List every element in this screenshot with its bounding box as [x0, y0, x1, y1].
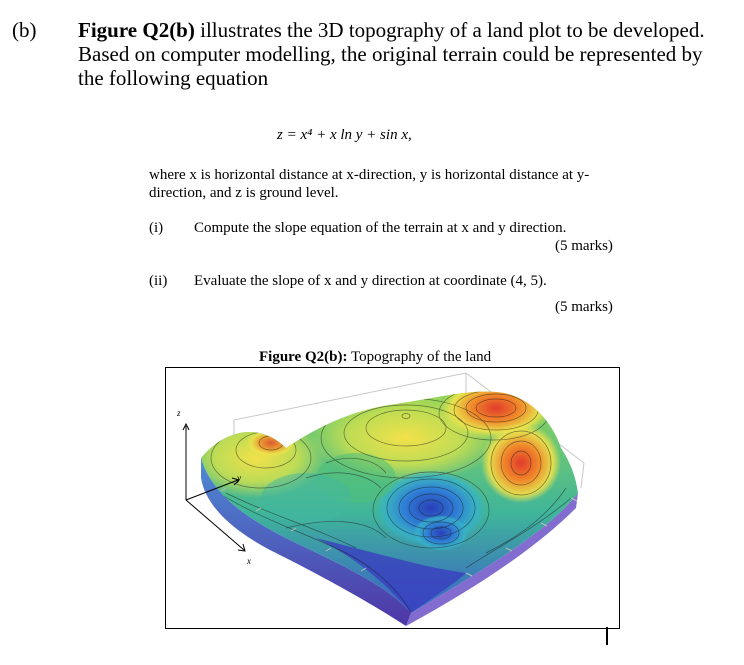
- axis-label-y: y: [237, 473, 241, 483]
- question-label: (b): [12, 18, 37, 42]
- variable-definitions: [149, 166, 619, 202]
- intro-line-1-rest: illustrates the 3D topography of a land plot to be developed.: [194, 18, 705, 42]
- intro-line-1: [78, 18, 718, 42]
- part-i-text: Compute the slope equation of the terrain at x and y direction.: [194, 220, 567, 236]
- figure-caption: [259, 348, 491, 366]
- part-ii-number: (ii): [149, 273, 168, 289]
- axis-label-x: x: [247, 556, 251, 566]
- topography-figure: [165, 367, 620, 629]
- where-line-2: direction, and z is ground level.: [149, 185, 339, 201]
- part-ii-marks: (5 marks): [555, 299, 613, 315]
- axis-label-z: z: [177, 408, 181, 418]
- intro-line-3: the following equation: [78, 66, 269, 90]
- part-ii-text: Evaluate the slope of x and y direction at coordinate (4, 5).: [194, 273, 547, 289]
- text-cursor: [606, 627, 608, 645]
- figure-reference: Figure Q2(b): [78, 18, 195, 42]
- terrain-equation: z = x⁴ + x ln y + sin x,: [277, 127, 412, 143]
- figure-caption-text: Topography of the land: [347, 349, 492, 365]
- part-i-number: (i): [149, 220, 164, 236]
- topography-surface-plot: [166, 368, 620, 629]
- intro-line-2: Based on computer modelling, the original terrain could be represented by: [78, 42, 703, 66]
- question-intro: [78, 18, 718, 90]
- figure-caption-label: Figure Q2(b):: [259, 349, 348, 365]
- where-line-1: where x is horizontal distance at x-direction, y is horizontal distance at y-: [149, 167, 590, 183]
- part-i-marks: (5 marks): [555, 238, 613, 254]
